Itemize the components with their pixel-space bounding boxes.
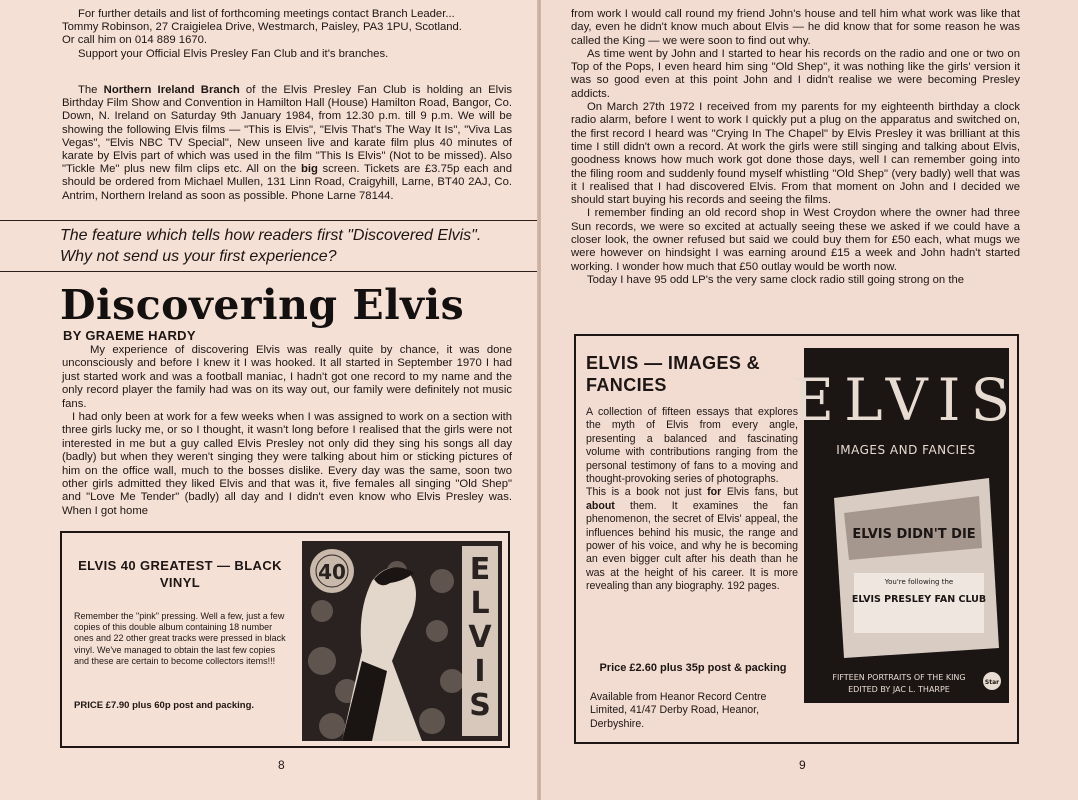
article-paragraph: As time went by John and I started to hear his records on the radio and one or two on Top of the Pops, I even heard him sing "Old Shep", it was nothing like the girls' version it was so good even at this point John and I didn't realise we were becoming Presley addicts. <box>571 47 1020 100</box>
cover-bus-line-2: You're following the <box>884 578 954 586</box>
cover-bus-line-3: ELVIS PRESLEY FAN CLUB <box>851 594 987 605</box>
article-body-left <box>62 344 512 518</box>
cover-bottom-line-1: FIFTEEN PORTRAITS OF THE KING <box>832 673 966 682</box>
article-paragraph: Today I have 95 odd LP's the very same clock radio still going strong on the <box>587 273 965 286</box>
book-ad-title: ELVIS — IMAGES & FANCIES <box>586 353 761 395</box>
article-body-right <box>571 8 1020 287</box>
article-byline: BY GRAEME HARDY <box>63 328 196 343</box>
page-number-right: 9 <box>799 758 806 772</box>
promo-bottom-rule <box>0 271 537 272</box>
book-ad-availability: Available from Heanor Record Centre Limited, 41/47 Derby Road, Heanor, Derbyshire. <box>590 691 767 730</box>
right-page <box>541 0 1078 800</box>
cover-bottom-line-2: EDITED BY JAC L. THARPE <box>848 685 950 694</box>
cover-logo: E L V I S <box>468 552 492 723</box>
cover-title: ELVIS <box>791 366 1021 434</box>
contact-block <box>62 8 512 61</box>
northern-ireland-branch-notice: The Northern Ireland Branch of the Elvis Presley Fan Club is holding an Elvis Birthday Film Show and Convention in Hamilton Hall (House) Hamilton Road, Bangor, Co. Down, N. Ireland on Saturday 9th January 1984, from 12.30 p.m. till 9 p.m. We will be showing the following Elvis films — "This is Elvis", "Elvis That's The Way It Is", "Viva Las Vegas", "Elvis NBC TV Special", New unseen live and karate film plus 40 minutes of karate by Elvis part of which was used in the film "This Is Elvis" (Not to be missed). Also "Tickle Me" plus new film clips etc. All on the big screen. Tickets are £3.75p each and should be ordered from Michael Mullen, 131 Linn Road, Craigyhill, Larne, BT40 2AJ, Co. Antrim, Northern Ireland as soon as possible. Phone Larne 78144. <box>62 84 513 202</box>
page-number-left: 8 <box>278 758 285 772</box>
contact-line-2: Tommy Robinson, 27 Craigielea Drive, Westmarch, Paisley, PA3 1PU, Scotland. <box>62 21 462 34</box>
vinyl-ad-title: ELVIS 40 GREATEST — BLACK VINYL <box>78 558 282 590</box>
feature-promo: The feature which tells how readers first "Discovered Elvis". Why not send us your first experience? <box>60 227 482 265</box>
contact-line-4: Support your Official Elvis Presley Fan Club and it's branches. <box>78 47 389 60</box>
cover-number: 40 <box>318 560 346 584</box>
article-paragraph: I remember finding an old record shop in West Croydon where the owner had three Sun records, we were so excited at actually seeing these we asked if we could have a closer look, the owner refused but said we could buy them for £50 each, what mugs we were however on hindsight I was earning around £15 a week and John hadn't started working. I wonder how much that £50 outlay would be worth now. <box>571 207 1020 273</box>
article-paragraph: I had only been at work for a few weeks when I was assigned to work on a section with three girls lucky me, or so I thought, it wasn't long before I realised that the girls were not interested in me but a guy called Elvis Presley not only did they sing his songs all day (badly) but when they weren't singing they were talking about him or sticking pictures of him on the office wall, much to the bosses dislike. Every day was the same, soon two other girls admitted they liked Elvis and that was it, five females all singing "Old Shep" and "Love Me Tender" (badly) all day and I didn't even know who Elvis Presley was. When I got home <box>62 411 512 517</box>
vinyl-ad-price: PRICE £7.90 plus 60p post and packing. <box>74 700 255 711</box>
big-screen-emphasis: big <box>300 163 318 176</box>
vinyl-ad-box <box>60 531 510 748</box>
book-ad-description: A collection of fifteen essays that explores the myth of Elvis from every angle, presenting a balanced and fascinating volume with contributions ranging from the personal testimony of fans to a moving and thought-provoking series of photographs. This is a book not just for Elvis fans, but about them. It examines the fan phenomenon, the secret of Elvis' appeal, the influences behind his music, the range and power of his voice, and why he is becoming an even bigger cult after his death than he was at the height of his career. It is more revealing than any biography. 192 pages. <box>586 406 798 593</box>
contact-line-3: Or call him on 014 889 1670. <box>62 34 208 47</box>
cover-subtitle: IMAGES AND FANCIES <box>836 443 976 457</box>
left-page <box>0 0 538 800</box>
book-cover-art <box>791 348 1021 703</box>
promo-top-rule <box>0 220 537 221</box>
article-paragraph: On March 27th 1972 I received from my parents for my eighteenth birthday a clock radio alarm, before I went to work I quickly put a plug on the apparatus and switched on, the first record I heard was "Crying In The Chapel" by Elvis Presley it was brilliant at this time I still didn't own a record. At work the girls were still singing and talking about Elvis, goodness knows how much work got done those days, well I can remember going into the filing room and suddenly found myself whistling "Old Shep" (very badly) well that was it I realised that I had discovered Elvis. From that moment on John and I decided we should start buying his records and seeing the films. <box>571 101 1020 207</box>
branch-name: Northern Ireland Branch <box>103 84 240 96</box>
book-ad-price: Price £2.60 plus 35p post & packing <box>599 662 787 674</box>
cover-publisher-logo: Star <box>984 679 1000 686</box>
article-paragraph: My experience of discovering Elvis was really quite by chance, it was done unconsciously and before I knew it I was hooked. It all started in September 1970 I had just started work and was a football maniac, I hadn't got one record to my name and the only record player the family had was on its way out, our family were definitely not music fans. <box>62 344 512 410</box>
vinyl-ad-body: Remember the "pink" pressing. Well a few, just a few copies of this double album containing 18 number ones and 22 other great tracks were pressed in black vinyl. We've managed to obtain the last few copies and these are certain to become collectors items!!! <box>74 611 286 666</box>
contact-line-1: For further details and list of forthcoming meetings contact Branch Leader... <box>78 8 455 20</box>
album-cover-art <box>302 541 502 741</box>
book-cover-image <box>791 348 1021 703</box>
cover-bus-line-1: ELVIS DIDN'T DIE <box>852 527 976 542</box>
album-cover-image <box>302 541 502 741</box>
book-ad-box <box>574 334 1019 744</box>
article-title: Discovering Elvis <box>60 281 465 329</box>
article-paragraph: from work I would call round my friend John's house and tell him what work was like that day, even he didn't know much about Elvis — he did know that for some reason he was called the King — we were soon to find out why. <box>571 8 1020 47</box>
